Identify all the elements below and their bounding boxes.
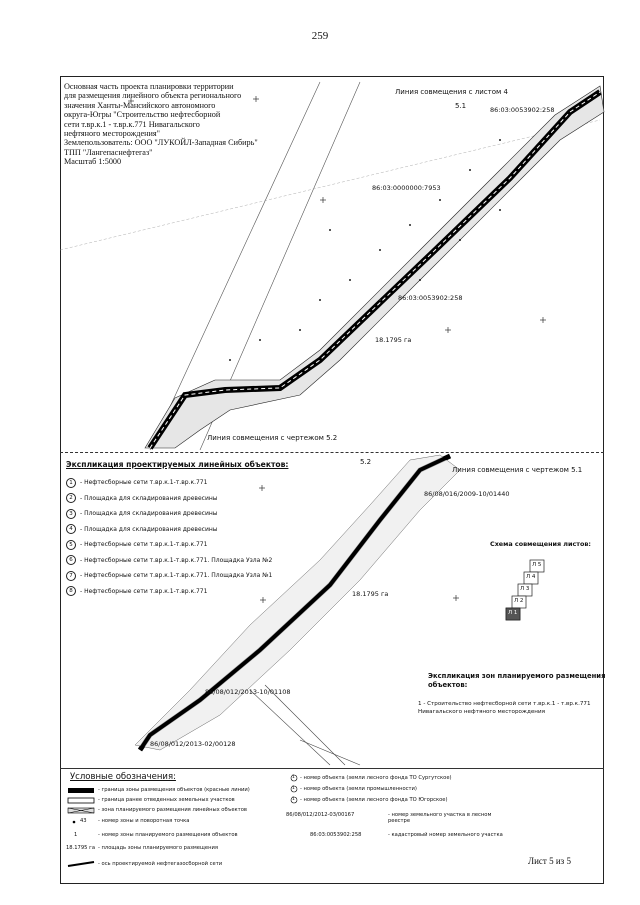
parcel-number: 86:03:0053902:258 <box>490 106 555 114</box>
legend-item: - площадь зоны планируемого размещения <box>98 845 218 851</box>
legend-mark: 43 <box>80 818 87 824</box>
explication-item: 5 - Нефтесборные сети т.вр.к.1-т.вр.к.771 <box>66 537 316 553</box>
title-line: нефтяного месторождения" <box>64 129 160 139</box>
explication-item: 1 - Нефтесборные сети т.вр.к.1-т.вр.к.771 <box>66 475 316 491</box>
title-line: сети т.вр.к.1 - т.вр.к.771 Нивагальского <box>64 119 200 129</box>
explication-item: 6 - Нефтесборные сети т.вр.к.1-т.вр.к.771. Площадка Узла №2 <box>66 553 316 569</box>
title-block <box>64 82 284 167</box>
legend-item: - граница ранее отведенных земельных участков <box>98 797 235 803</box>
parcel-number: 86/08/012/2013-10/01108 <box>205 688 291 696</box>
legend-mark: 18.1795 га <box>66 845 96 851</box>
match-line-bottom: Линия совмещения с чертежом 5.2 <box>207 434 338 442</box>
title-line: Основная часть проекта планировки территории <box>64 82 234 91</box>
legend-item: - номер объекта (земли промышленности) <box>300 786 417 792</box>
explication-item: 2 - Площадка для складирования древесины <box>66 491 316 507</box>
sheet-tag: Л 3 <box>520 586 530 592</box>
cad-number: 86:03:0053902:258 <box>310 832 362 838</box>
parcel-number: 86:03:0053902:258 <box>398 294 463 302</box>
land-user: Землепользователь: ООО "ЛУКОЙЛ-Западная Сибирь" <box>64 138 258 148</box>
sheet-tag: Л 4 <box>526 574 536 580</box>
parcel-number: 86/08/012/2013-02/00128 <box>150 740 236 748</box>
road-line <box>250 690 330 765</box>
legend-item: - номер зоны планируемого размещения объектов <box>98 832 238 838</box>
explication-item: 4 - Площадка для складирования древесины <box>66 522 316 538</box>
reg-number: 86/08/012/2012-03/00167 <box>286 812 355 818</box>
match-line-top: Линия совмещения с листом 4 <box>395 88 508 96</box>
section-label: 5.2 <box>360 458 372 466</box>
parcel-number: 86:03:0000000:7953 <box>372 184 441 192</box>
legend-item: - номер объекта (земли лесного фонда ТО Югорское) <box>300 797 448 803</box>
road-line <box>300 740 360 765</box>
legend-item: - кадастровый номер земельного участка <box>388 832 503 838</box>
legend-num: 1 <box>292 786 295 791</box>
match-line-top: Линия совмещения с чертежом 5.1 <box>452 466 583 474</box>
title-line: для размещения линейного объекта регионального <box>64 91 242 101</box>
sheet-tag: Л 5 <box>532 562 542 568</box>
sheet-label: Лист 5 из 5 <box>528 856 571 866</box>
parcel-number: 86/08/016/2009-10/01440 <box>424 490 510 498</box>
explication-item: 7 - Нефтесборные сети т.вр.к.1-т.вр.к.771. Площадка Узла №1 <box>66 568 316 584</box>
legend-item: - граница зоны размещения объектов (красные линии) <box>98 787 250 793</box>
legend-item: - номер земельного участка в лесном реестре <box>388 812 492 824</box>
zone-explication-title: Экспликация зон планируемого размещения объектов: <box>428 672 606 689</box>
explication-item: 3 - Площадка для складирования древесины <box>66 506 316 522</box>
legend-item: - ось проектируемой нефтегазосборной сети <box>98 861 223 867</box>
zone-explication-item: 1 - Строительство нефтесборной сети т.вр.к.1 - т.вр.к.771 Нивагальского нефтяного месторождения <box>418 701 591 715</box>
page-number: 259 <box>311 30 329 42</box>
tpp: ТПП "Лангепаснефтегаз" <box>64 147 153 157</box>
legend-item: - номер зоны и поворотная точка <box>98 818 190 824</box>
legend-num: 1 <box>292 775 295 780</box>
legend-item: - зона планируемого размещения линейных объектов <box>98 807 247 813</box>
section-label: 5.1 <box>455 102 467 110</box>
legend-mark: 1 <box>74 832 78 838</box>
title-line: округа-Югры "Строительство нефтесборной <box>64 110 221 120</box>
sheet-tag: Л 1 <box>508 610 518 616</box>
scale: Масштаб 1:5000 <box>64 157 122 167</box>
legend-title: Условные обозначения: <box>70 772 176 782</box>
area-label: 18.1795 га <box>375 336 412 344</box>
sheet-tag: Л 2 <box>514 598 524 604</box>
scheme-title: Схема совмещения листов: <box>490 540 591 548</box>
legend-item: - номер объекта (земли лесного фонда ТО Сургутское) <box>300 775 452 781</box>
explication-item: 8 - Нефтесборные сети т.вр.к.1-т.вр.к.771 <box>66 584 316 600</box>
area-label: 18.1795 га <box>352 590 389 598</box>
objects-explication <box>66 460 316 599</box>
explication-title: Экспликация проектируемых линейных объектов: <box>66 460 289 469</box>
road-line <box>265 685 345 765</box>
legend-num: 1 <box>292 797 295 802</box>
title-line: значения Ханты-Мансийского автономного <box>64 100 216 110</box>
